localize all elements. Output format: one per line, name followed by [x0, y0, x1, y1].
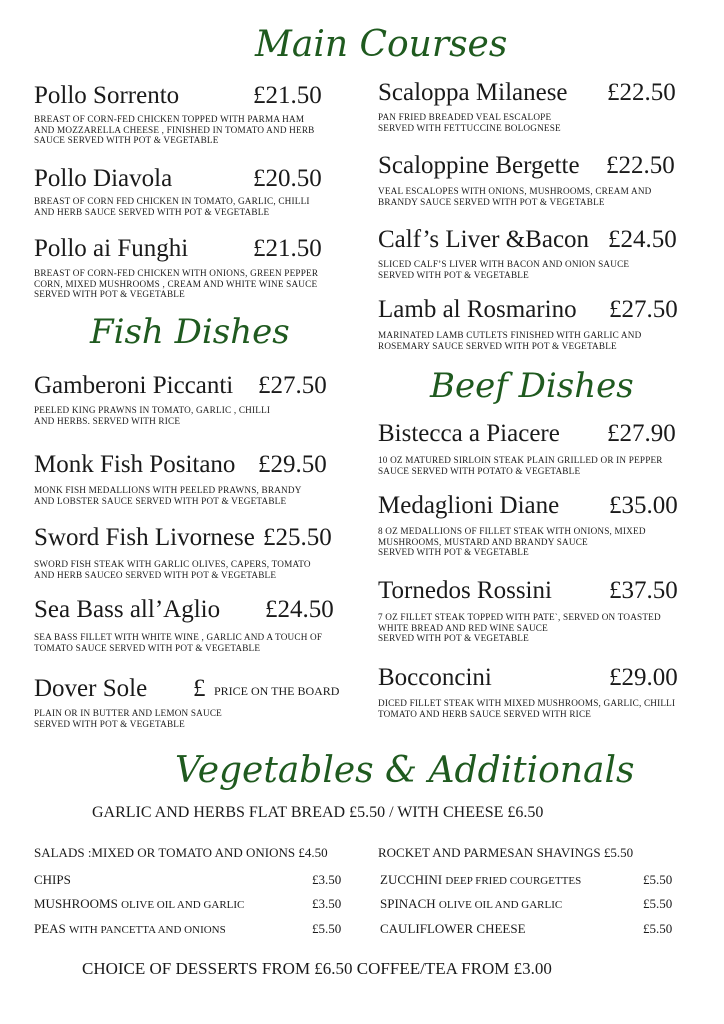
dish-price: £21.50: [253, 235, 322, 262]
dish-price: £29.00: [609, 664, 678, 691]
dish-name: Sword Fish Livornese: [34, 524, 255, 551]
dish-price: £21.50: [253, 82, 322, 109]
dish-name: Monk Fish Positano: [34, 451, 236, 478]
dish-description: BREAST OF CORN-FED CHICKEN TOPPED WITH PARMA HAM AND MOZZARELLA CHEESE , FINISHED IN TOMATO AND HERB SAUCE SERVED WITH POT & VEGETABLE: [34, 114, 315, 146]
veg-item-chips: CHIPS: [34, 872, 71, 887]
veg-price: £5.50: [643, 896, 673, 911]
veg-price: £5.50: [643, 921, 673, 936]
dish-price: £25.50: [263, 524, 332, 551]
dish-description: VEAL ESCALOPES WITH ONIONS, MUSHROOMS, CREAM AND BRANDY SAUCE SERVED WITH POT & VEGETABLE: [378, 186, 652, 207]
veg-item-zucchini: ZUCCHINI DEEP FRIED COURGETTES: [380, 872, 582, 887]
dish-name: Bocconcini: [378, 664, 492, 691]
dish-name: Tornedos Rossini: [378, 577, 552, 604]
dish-description: PAN FRIED BREADED VEAL ESCALOPE SERVED WITH FETTUCCINE BOLOGNESE: [378, 112, 561, 133]
dish-description: 10 OZ MATURED SIRLOIN STEAK PLAIN GRILLED OR IN PEPPER SAUCE SERVED WITH POTATO & VEGETABLE: [378, 455, 663, 476]
dish-price: £27.50: [609, 296, 678, 323]
dish-name: Calf’s Liver &Bacon: [378, 226, 590, 253]
beef-dishes-title: Beef Dishes: [430, 366, 634, 406]
dish-description: SWORD FISH STEAK WITH GARLIC OLIVES, CAPERS, TOMATO AND HERB SAUCEO SERVED WITH POT & VEGETABLE: [34, 559, 311, 580]
veg-item-peas: PEAS WITH PANCETTA AND ONIONS: [34, 921, 226, 936]
dish-name: Scaloppa Milanese: [378, 79, 568, 106]
dish-name: Dover Sole: [34, 675, 148, 702]
dish-description: BREAST OF CORN-FED CHICKEN WITH ONIONS, GREEN PEPPER CORN, MIXED MUSHROOMS , CREAM AND WHITE WINE SAUCE SERVED WITH POT & VEGETABLE: [34, 268, 319, 300]
vegetables-title: Vegetables & Additionals: [175, 750, 635, 791]
dish-name: Lamb al Rosmarino: [378, 296, 577, 323]
dish-price: £35.00: [609, 492, 678, 519]
dish-description: BREAST OF CORN FED CHICKEN IN TOMATO, GARLIC, CHILLI AND HERB SAUCE SERVED WITH POT & VEGETABLE: [34, 196, 310, 217]
veg-price: £5.50: [312, 921, 342, 936]
salads-line: SALADS :MIXED OR TOMATO AND ONIONS £4.50: [34, 845, 328, 860]
dish-description: 8 OZ MEDALLIONS OF FILLET STEAK WITH ONIONS, MIXED MUSHROOMS, MUSTARD AND BRANDY SAUCE SERVED WITH POT & VEGETABLE: [378, 526, 646, 558]
dish-description: SLICED CALF’S LIVER WITH BACON AND ONION SAUCE SERVED WITH POT & VEGETABLE: [378, 259, 630, 280]
rocket-line: ROCKET AND PARMESAN SHAVINGS £5.50: [378, 845, 634, 860]
dish-name: Pollo ai Funghi: [34, 235, 189, 262]
veg-item-cauliflower: CAULIFLOWER CHEESE: [380, 921, 526, 936]
footer-desserts-coffee: CHOICE OF DESSERTS FROM £6.50 COFFEE/TEA FROM £3.00: [82, 959, 552, 978]
dish-price: £20.50: [253, 165, 322, 192]
veg-item-spinach: SPINACH OLIVE OIL AND GARLIC: [380, 896, 563, 911]
dish-price: £24.50: [265, 596, 334, 623]
dish-price: £37.50: [609, 577, 678, 604]
veg-price: £5.50: [643, 872, 673, 887]
dish-name: Pollo Sorrento: [34, 82, 180, 109]
veg-price: £3.50: [312, 896, 342, 911]
dish-name: Pollo Diavola: [34, 165, 173, 192]
dish-description: MARINATED LAMB CUTLETS FINISHED WITH GARLIC AND ROSEMARY SAUCE SERVED WITH POT & VEGETABLE: [378, 330, 642, 351]
fish-dishes-title: Fish Dishes: [90, 312, 290, 352]
dish-description: 7 OZ FILLET STEAK TOPPED WITH PATE`, SERVED ON TOASTED WHITE BREAD AND RED WINE SAUCE SERVED WITH POT & VEGETABLE: [378, 612, 661, 644]
dish-name: Sea Bass all’Aglio: [34, 596, 221, 623]
main-courses-title: Main Courses: [255, 24, 508, 65]
garlic-bread-line: GARLIC AND HERBS FLAT BREAD £5.50 / WITH CHEESE £6.50: [92, 804, 544, 821]
price-note: PRICE ON THE BOARD: [214, 684, 340, 698]
dish-price: £27.50: [258, 372, 327, 399]
veg-price: £3.50: [312, 872, 342, 887]
dish-description: MONK FISH MEDALLIONS WITH PEELED PRAWNS, BRANDY AND LOBSTER SAUCE SERVED WITH POT & VEGETABLE: [34, 485, 302, 506]
dish-price: £24.50: [608, 226, 677, 253]
dish-name: Gamberoni Piccanti: [34, 372, 234, 399]
dish-price: £29.50: [258, 451, 327, 478]
dish-price: £27.90: [607, 420, 676, 447]
dish-price: £22.50: [607, 79, 676, 106]
dish-name: Scaloppine Bergette: [378, 152, 580, 179]
veg-item-mushrooms: MUSHROOMS OLIVE OIL AND GARLIC: [34, 896, 245, 911]
dish-description: PLAIN OR IN BUTTER AND LEMON SAUCE SERVED WITH POT & VEGETABLE: [34, 708, 222, 729]
dish-price: £: [193, 675, 206, 702]
dish-description: DICED FILLET STEAK WITH MIXED MUSHROOMS, GARLIC, CHILLI TOMATO AND HERB SAUCE SERVED WITH RICE: [378, 698, 676, 719]
dish-description: PEELED KING PRAWNS IN TOMATO, GARLIC , CHILLI AND HERBS. SERVED WITH RICE: [34, 405, 271, 426]
dish-price: £22.50: [606, 152, 675, 179]
dish-name: Medaglioni Diane: [378, 492, 560, 519]
dish-description: SEA BASS FILLET WITH WHITE WINE , GARLIC AND A TOUCH OF TOMATO SAUCE SERVED WITH POT & VEGETABLE: [34, 632, 323, 653]
dish-name: Bistecca a Piacere: [378, 420, 560, 447]
